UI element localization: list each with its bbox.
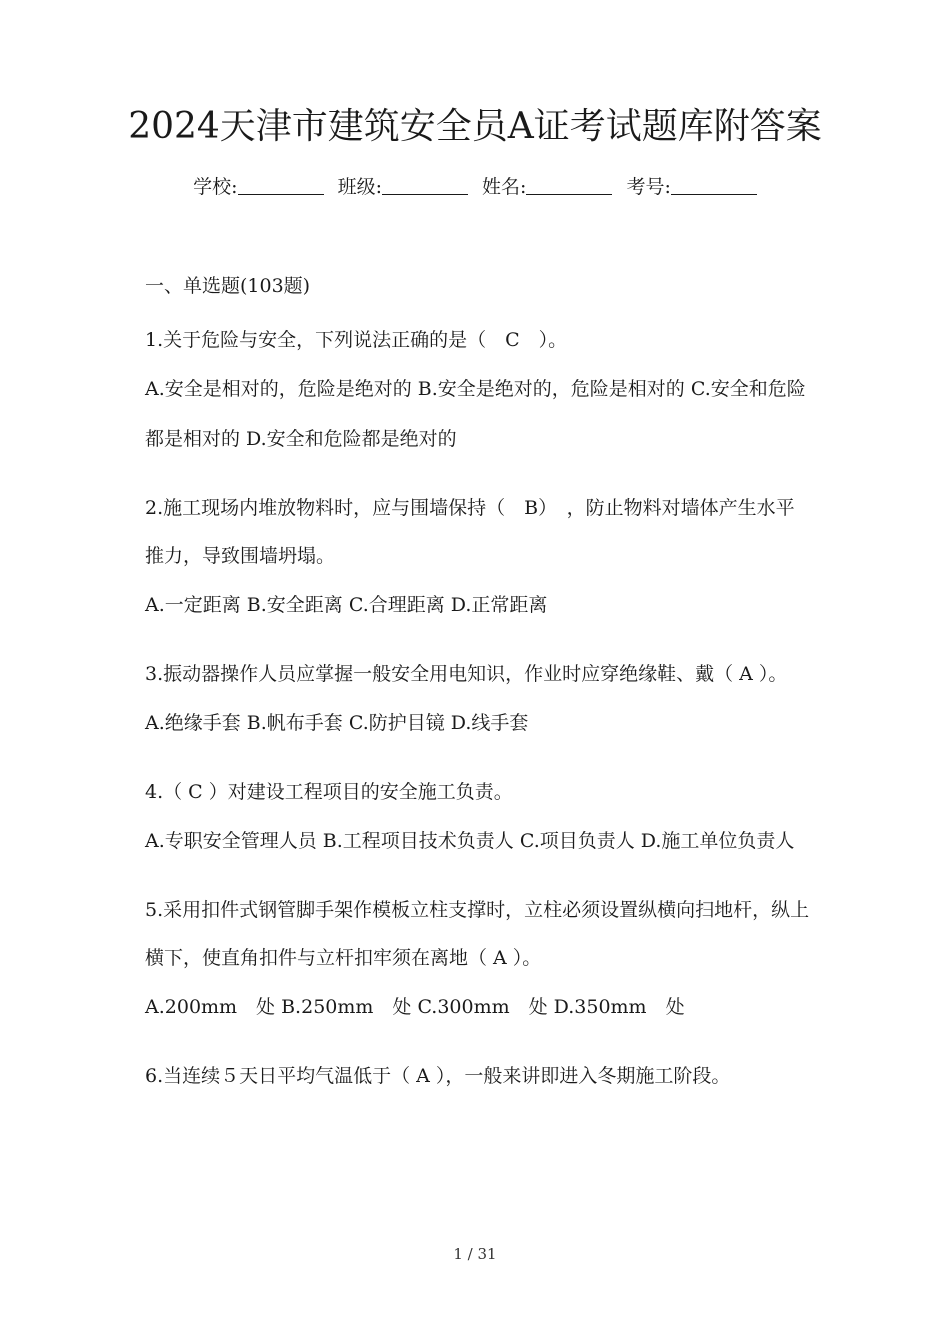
info-field-class bbox=[338, 176, 468, 198]
question-options: A.200mm 处 B.250mm 处 C.300mm 处 D.350mm 处 bbox=[145, 996, 685, 1018]
info-label-school: 学校: bbox=[193, 176, 238, 198]
question-stem: 5.采用扣件式钢管脚手架作模板立柱支撑时，立柱必须设置纵横向扫地杆，纵上横下，使直角扣件与立杆扣牢须在离地（ A ）。 bbox=[145, 899, 810, 969]
info-blank-school bbox=[238, 176, 324, 195]
question-stem: 6.当连续５天日平均气温低于（ A ），一般来讲即进入冬期施工阶段。 bbox=[145, 1065, 731, 1087]
question-item bbox=[145, 316, 810, 464]
question-options: A.专职安全管理人员 B.工程项目技术负责人 C.项目负责人 D.施工单位负责人 bbox=[145, 830, 795, 852]
info-label-name: 姓名: bbox=[482, 176, 527, 198]
info-field-name bbox=[482, 176, 612, 198]
question-stem: 1.关于危险与安全，下列说法正确的是（ C ）。 bbox=[145, 329, 568, 351]
question-item bbox=[145, 484, 810, 630]
info-blank-name bbox=[526, 176, 612, 195]
question-stem: 2.施工现场内堆放物料时，应与围墙保持（ B） ，防止物料对墙体产生水平推力，导致围墙坍塌。 bbox=[145, 497, 795, 567]
info-label-class: 班级: bbox=[337, 176, 382, 198]
document-content bbox=[145, 268, 810, 1120]
info-label-exam-number: 考号: bbox=[626, 176, 671, 198]
info-blank-class bbox=[382, 176, 468, 195]
page-number: 1 / 31 bbox=[453, 1245, 497, 1263]
question-options: A.一定距离 B.安全距离 C.合理距离 D.正常距离 bbox=[145, 594, 548, 616]
question-stem: 4.（ C ）对建设工程项目的安全施工负责。 bbox=[145, 781, 513, 803]
section-heading: 一、单选题(103题) bbox=[145, 275, 311, 297]
question-item bbox=[145, 1052, 810, 1100]
document-title: 2024天津市建筑安全员A证考试题库附答案 bbox=[128, 106, 822, 147]
info-field-school bbox=[193, 176, 323, 198]
question-options: A.绝缘手套 B.帆布手套 C.防护目镜 D.线手套 bbox=[145, 712, 529, 734]
info-field-exam-number bbox=[626, 176, 756, 198]
question-options: A.安全是相对的，危险是绝对的 B.安全是绝对的，危险是相对的 C.安全和危险都是相对的 D.安全和危险都是绝对的 bbox=[145, 378, 806, 450]
question-item bbox=[145, 650, 810, 748]
question-stem: 3.振动器操作人员应掌握一般安全用电知识，作业时应穿绝缘鞋、戴（ A ）。 bbox=[145, 663, 788, 685]
info-blank-exam-number bbox=[671, 176, 757, 195]
question-item bbox=[145, 886, 810, 1032]
question-item bbox=[145, 768, 810, 866]
student-info-row bbox=[0, 171, 950, 203]
